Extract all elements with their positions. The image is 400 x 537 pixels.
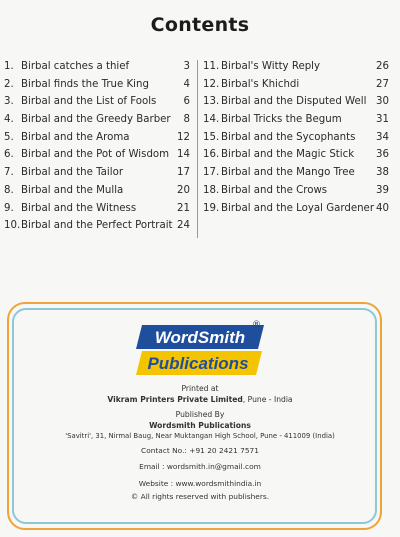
column-divider xyxy=(197,60,198,238)
printer-line xyxy=(22,395,378,404)
toc-entry-page: 34 xyxy=(376,131,389,143)
toc-entry-page: 6 xyxy=(183,96,190,108)
toc-entry-number: 2. xyxy=(4,78,14,90)
toc-entry xyxy=(4,129,194,147)
toc-entry-page: 26 xyxy=(376,61,389,72)
toc-entry-page: 31 xyxy=(376,114,389,126)
toc-entry-page: 36 xyxy=(376,149,389,161)
toc-entry-page: 30 xyxy=(376,96,389,108)
toc-entry-title: Birbal and the Sycophants xyxy=(221,131,356,143)
published-by-label: Published By xyxy=(175,410,225,419)
email-address: Email : wordsmith.in@gmail.com xyxy=(139,462,261,471)
toc-entry-title: Birbal and the Magic Stick xyxy=(221,149,355,161)
toc-entry-number: 19. xyxy=(203,202,220,214)
toc-entry xyxy=(203,129,393,147)
toc-entry-number: 6. xyxy=(4,149,14,161)
toc-left-column xyxy=(4,58,194,235)
rights-notice: © All rights reserved with publishers. xyxy=(130,492,270,501)
toc-entry-page: 17 xyxy=(177,167,190,179)
contact-number: Contact No.: +91 20 2421 7571 xyxy=(141,446,259,455)
toc-entry-page: 3 xyxy=(183,61,190,72)
toc-entry-title: Birbal and the Loyal Gardener xyxy=(221,202,375,214)
toc-entry xyxy=(4,93,194,111)
toc-entry-page: 21 xyxy=(177,202,190,214)
toc-entry-title: Birbal and the Aroma xyxy=(21,131,130,143)
toc-entry-title: Birbal and the Pot of Wisdom xyxy=(21,149,170,161)
toc-entry xyxy=(4,58,194,76)
website-address: Website : www.wordsmithindia.in xyxy=(138,479,262,488)
printer-location: , Pune - India xyxy=(242,395,293,404)
toc-entry-page: 12 xyxy=(177,131,190,143)
toc-entry-number: 13. xyxy=(203,96,220,108)
toc-entry-number: 12. xyxy=(203,78,220,90)
toc-entry-title: Birbal catches a thief xyxy=(21,61,130,72)
toc-entry-number: 5. xyxy=(4,131,14,143)
toc-entry-page: 8 xyxy=(183,114,190,126)
toc-entry-number: 4. xyxy=(4,114,14,126)
toc-entry xyxy=(4,146,194,164)
printed-at-label: Printed at xyxy=(181,384,219,393)
registered-mark: ® xyxy=(252,320,261,330)
toc-entry-number: 10. xyxy=(4,220,21,232)
toc-entry-page: 24 xyxy=(177,220,190,232)
toc-entry-number: 7. xyxy=(4,167,14,179)
wordsmith-logo xyxy=(136,323,266,377)
toc-entry-page: 27 xyxy=(376,78,389,90)
toc-entry-number: 15. xyxy=(203,131,220,143)
toc-entry-number: 9. xyxy=(4,202,14,214)
toc-entry-title: Birbal and the Disputed Well xyxy=(221,96,367,108)
page-title: Contents xyxy=(150,14,250,36)
toc-entry xyxy=(4,200,194,218)
toc-entry xyxy=(203,58,393,76)
publisher-name: Wordsmith Publications xyxy=(149,421,251,430)
toc-entry-title: Birbal Tricks the Begum xyxy=(221,114,342,126)
toc-entry-number: 3. xyxy=(4,96,14,108)
printer-name: Vikram Printers Private Limited xyxy=(107,395,243,404)
toc-entry-title: Birbal and the List of Fools xyxy=(21,96,157,108)
toc-entry-title: Birbal's Witty Reply xyxy=(221,61,321,72)
toc-entry xyxy=(203,164,393,182)
toc-entry-title: Birbal and the Greedy Barber xyxy=(21,114,171,126)
toc-entry-page: 40 xyxy=(376,202,389,214)
toc-entry-title: Birbal and the Mulla xyxy=(21,184,124,196)
toc-entry-number: 18. xyxy=(203,184,220,196)
toc-entry xyxy=(203,111,393,129)
toc-entry-number: 16. xyxy=(203,149,220,161)
toc-entry-page: 20 xyxy=(177,184,190,196)
toc-entry-page: 4 xyxy=(183,78,190,90)
toc-entry-title: Birbal's Khichdi xyxy=(221,78,300,90)
toc-entry xyxy=(203,200,393,218)
toc-entry-number: 8. xyxy=(4,184,14,196)
toc-entry xyxy=(4,217,194,235)
publisher-address: 'Savitri', 31, Nirmal Baug, Near Muktangan High School, Pune - 411009 (India) xyxy=(65,432,335,440)
logo-line1: WordSmith xyxy=(154,328,246,347)
toc-entry xyxy=(4,111,194,129)
toc-entry-page: 14 xyxy=(177,149,190,161)
toc-entry-number: 11. xyxy=(203,61,220,72)
toc-entry-title: Birbal and the Perfect Portrait xyxy=(21,220,173,232)
toc-entry-number: 14. xyxy=(203,114,220,126)
toc-entry-title: Birbal and the Tailor xyxy=(21,167,124,179)
toc-entry-page: 39 xyxy=(376,184,389,196)
toc-entry xyxy=(203,93,393,111)
toc-entry-title: Birbal and the Witness xyxy=(21,202,137,214)
toc-entry xyxy=(4,164,194,182)
toc-entry xyxy=(203,182,393,200)
toc-entry-title: Birbal and the Mango Tree xyxy=(221,167,355,179)
toc-entry-title: Birbal finds the True King xyxy=(21,78,149,90)
toc-entry xyxy=(4,182,194,200)
toc-entry xyxy=(203,76,393,94)
toc-right-column xyxy=(203,58,393,217)
toc-entry-page: 38 xyxy=(376,167,389,179)
toc-entry xyxy=(203,146,393,164)
toc-entry-number: 1. xyxy=(4,61,14,72)
toc-entry-title: Birbal and the Crows xyxy=(221,184,328,196)
logo-line2: Publications xyxy=(147,354,249,373)
toc-entry xyxy=(4,76,194,94)
toc-entry-number: 17. xyxy=(203,167,220,179)
